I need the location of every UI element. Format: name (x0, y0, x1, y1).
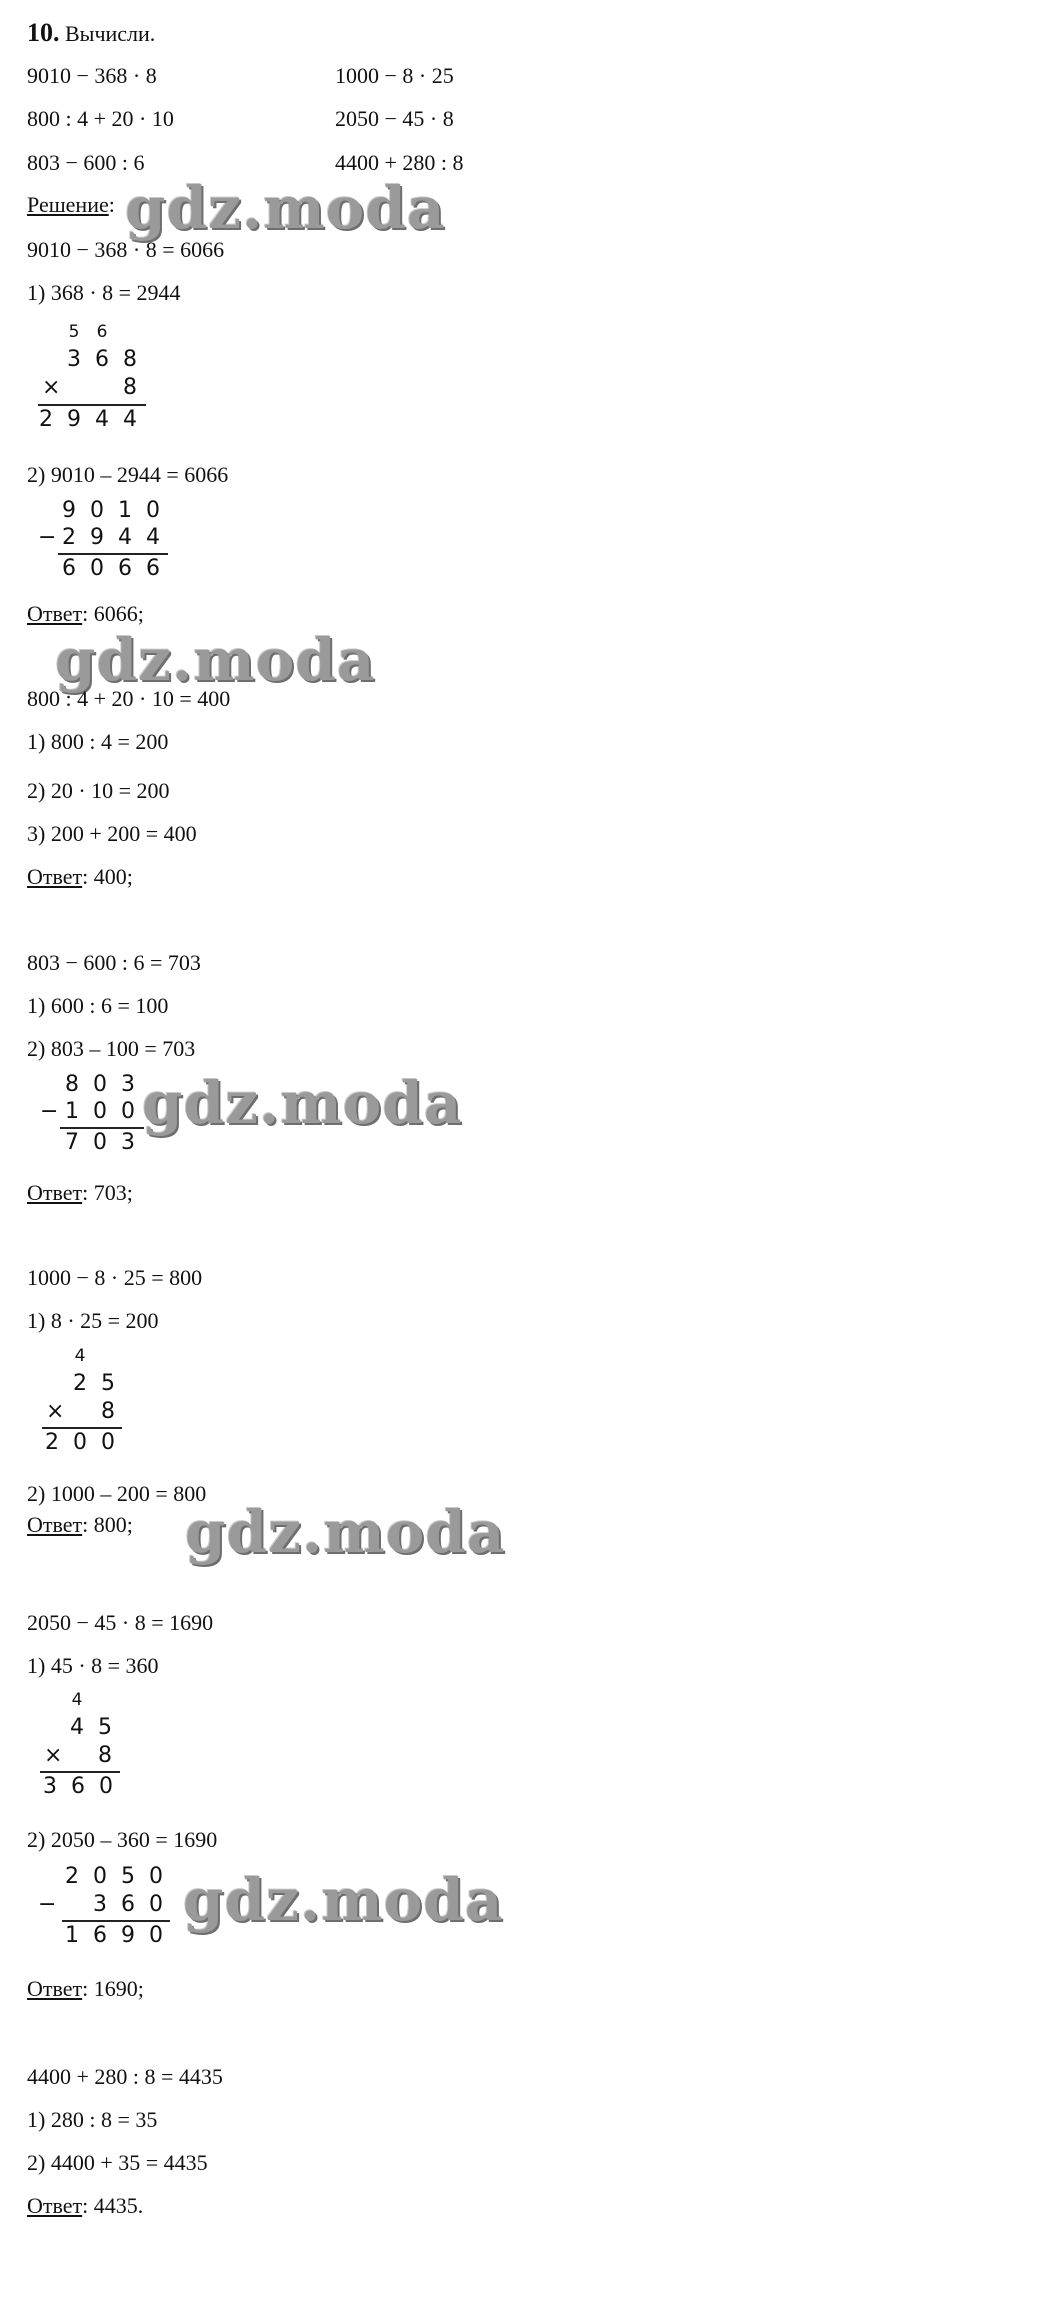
exercise-5: 2050 − 45 · 8 (335, 106, 454, 131)
exercise-6: 4400 + 280 : 8 (335, 150, 464, 175)
step: 2) 1000 – 200 = 800 (27, 1481, 207, 1506)
minuend-digits: 2 0 5 0 (65, 1864, 163, 1889)
multiplicand-digits: 4 5 (70, 1715, 112, 1740)
minuend-digits: 8 0 3 (65, 1072, 135, 1097)
solution-label: Решение: (27, 192, 115, 217)
task-header (27, 20, 155, 47)
step: 3) 200 + 200 = 400 (27, 821, 197, 846)
step: 1) 600 : 6 = 100 (27, 993, 169, 1018)
task-number: 10. (27, 18, 60, 47)
step: 2) 9010 – 2944 = 6066 (27, 462, 229, 487)
step: 2) 2050 – 360 = 1690 (27, 1827, 218, 1852)
carry-digits: 4 (71, 1690, 83, 1710)
equation: 2050 − 45 · 8 = 1690 (27, 1610, 214, 1635)
multiplicand-digits: 2 5 (73, 1371, 115, 1396)
step: 1) 800 : 4 = 200 (27, 729, 169, 754)
multiplier-digits: 8 (123, 375, 137, 400)
equation: 4400 + 280 : 8 = 4435 (27, 2064, 223, 2089)
exercise-1: 9010 − 368 · 8 (27, 63, 157, 88)
minus-sign: − (40, 1099, 59, 1124)
step: 1) 8 · 25 = 200 (27, 1308, 159, 1333)
watermark: gdz.moda (142, 1069, 463, 1137)
product-digits: 2 9 4 4 (39, 407, 137, 432)
answer: Ответ: 1690; (27, 1976, 144, 2001)
minuend-digits: 9 0 1 0 (62, 498, 160, 523)
answer: Ответ: 4435. (27, 2193, 144, 2218)
subtrahend-digits: 3 6 0 (93, 1892, 163, 1917)
step: 1) 45 · 8 = 360 (27, 1653, 159, 1678)
watermark: gdz.moda (185, 1498, 506, 1566)
watermark: gdz.moda (125, 174, 446, 242)
equation: 1000 − 8 · 25 = 800 (27, 1265, 203, 1290)
multiply-sign: × (42, 375, 61, 400)
step: 1) 368 · 8 = 2944 (27, 280, 181, 305)
equation: 9010 − 368 · 8 = 6066 (27, 237, 225, 262)
answer: Ответ: 6066; (27, 601, 144, 626)
equation: 800 : 4 + 20 · 10 = 400 (27, 686, 231, 711)
multiplicand-digits: 3 6 8 (67, 347, 137, 372)
step: 2) 4400 + 35 = 4435 (27, 2150, 208, 2175)
product-digits: 3 6 0 (43, 1774, 113, 1799)
difference-digits: 7 0 3 (65, 1130, 135, 1155)
minus-sign: − (38, 1892, 57, 1917)
watermark: gdz.moda (183, 1866, 504, 1934)
step: 1) 280 : 8 = 35 (27, 2107, 158, 2132)
step: 2) 803 – 100 = 703 (27, 1036, 196, 1061)
answer: Ответ: 400; (27, 864, 133, 889)
multiplier-digits: 8 (98, 1743, 112, 1768)
watermark: gdz.moda (55, 626, 376, 694)
task-text: Вычисли. (65, 21, 156, 46)
subtrahend-digits: 2 9 4 4 (62, 525, 160, 550)
difference-digits: 1 6 9 0 (65, 1923, 163, 1948)
exercise-4: 1000 − 8 · 25 (335, 63, 454, 88)
multiply-sign: × (44, 1743, 63, 1768)
carry-digits: 5 6 (68, 322, 108, 342)
product-digits: 2 0 0 (45, 1430, 115, 1455)
answer: Ответ: 800; (27, 1512, 133, 1537)
exercise-2: 800 : 4 + 20 · 10 (27, 106, 174, 131)
equation: 803 − 600 : 6 = 703 (27, 950, 201, 975)
multiply-sign: × (46, 1399, 65, 1424)
minus-sign: − (38, 525, 57, 550)
carry-digits: 4 (74, 1346, 86, 1366)
answer: Ответ: 703; (27, 1180, 133, 1205)
step: 2) 20 · 10 = 200 (27, 778, 170, 803)
exercise-3: 803 − 600 : 6 (27, 150, 145, 175)
multiplier-digits: 8 (101, 1399, 115, 1424)
difference-digits: 6 0 6 6 (62, 556, 160, 581)
subtrahend-digits: 1 0 0 (65, 1099, 135, 1124)
